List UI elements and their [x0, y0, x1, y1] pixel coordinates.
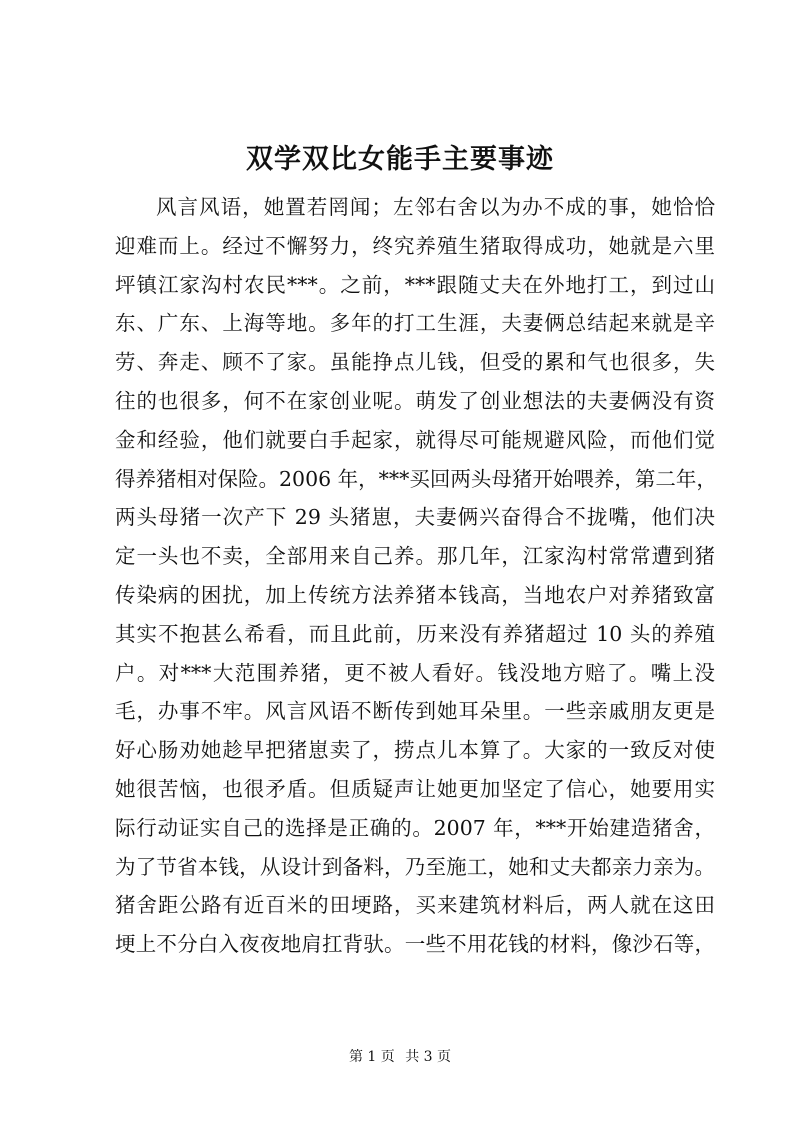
body-line: 定一头也不卖，全部用来自己养。那几年，江家沟村常常遭到猪	[115, 544, 715, 569]
body-line: 劳、奔走、顾不了家。虽能挣点儿钱，但受的累和气也很多，失	[115, 350, 715, 375]
document-title: 双学双比女能手主要事迹	[246, 144, 554, 175]
body-line: 东、广东、上海等地。多年的打工生涯，夫妻俩总结起来就是辛	[115, 311, 715, 336]
body-line: 毛，办事不牢。风言风语不断传到她耳朵里。一些亲戚朋友更是	[115, 699, 715, 724]
body-line: 得养猪相对保险。2006 年，***买回两头母猪开始喂养，第二年，	[115, 466, 717, 491]
body-line: 际行动证实自己的选择是正确的。2007 年，***开始建造猪舍，	[115, 815, 715, 840]
page-footer	[0, 1047, 800, 1067]
body-line: 往的也很多，何不在家创业呢。萌发了创业想法的夫妻俩没有资	[115, 388, 715, 413]
body-line: 为了节省本钱，从设计到备料，乃至施工，她和丈夫都亲力亲为。	[115, 854, 715, 879]
page-total: 共 3 页	[405, 1049, 452, 1065]
document-body	[115, 188, 715, 964]
page-number: 第 1 页	[348, 1049, 395, 1065]
body-line: 风言风语，她置若罔闻；左邻右舍以为办不成的事，她恰恰	[156, 195, 715, 219]
body-line: 其实不抱甚么希看，而且此前，历来没有养猪超过 10 头的养殖	[115, 621, 715, 646]
body-line: 坪镇江家沟村农民***。之前，***跟随丈夫在外地打工，到过山	[115, 272, 715, 297]
body-line: 埂上不分白入夜夜地肩扛背驮。一些不用花钱的材料，像沙石等，	[115, 932, 715, 957]
body-line: 户。对***大范围养猪，更不被人看好。钱没地方赔了。嘴上没	[115, 660, 715, 685]
body-line: 她很苦恼，也很矛盾。但质疑声让她更加坚定了信心，她要用实	[115, 776, 715, 801]
body-line: 两头母猪一次产下 29 头猪崽，夫妻俩兴奋得合不拢嘴，他们决	[115, 505, 715, 530]
body-line: 好心肠劝她趁早把猪崽卖了，捞点儿本算了。大家的一致反对使	[115, 738, 715, 763]
body-line: 猪舍距公路有近百米的田埂路，买来建筑材料后，两人就在这田	[115, 893, 715, 918]
body-line: 金和经验，他们就要白手起家，就得尽可能规避风险，而他们觉	[115, 427, 715, 452]
body-line: 迎难而上。经过不懈努力，终究养殖生猪取得成功，她就是六里	[115, 233, 715, 258]
body-line: 传染病的困扰，加上传统方法养猪本钱高，当地农户对养猪致富	[115, 582, 715, 607]
